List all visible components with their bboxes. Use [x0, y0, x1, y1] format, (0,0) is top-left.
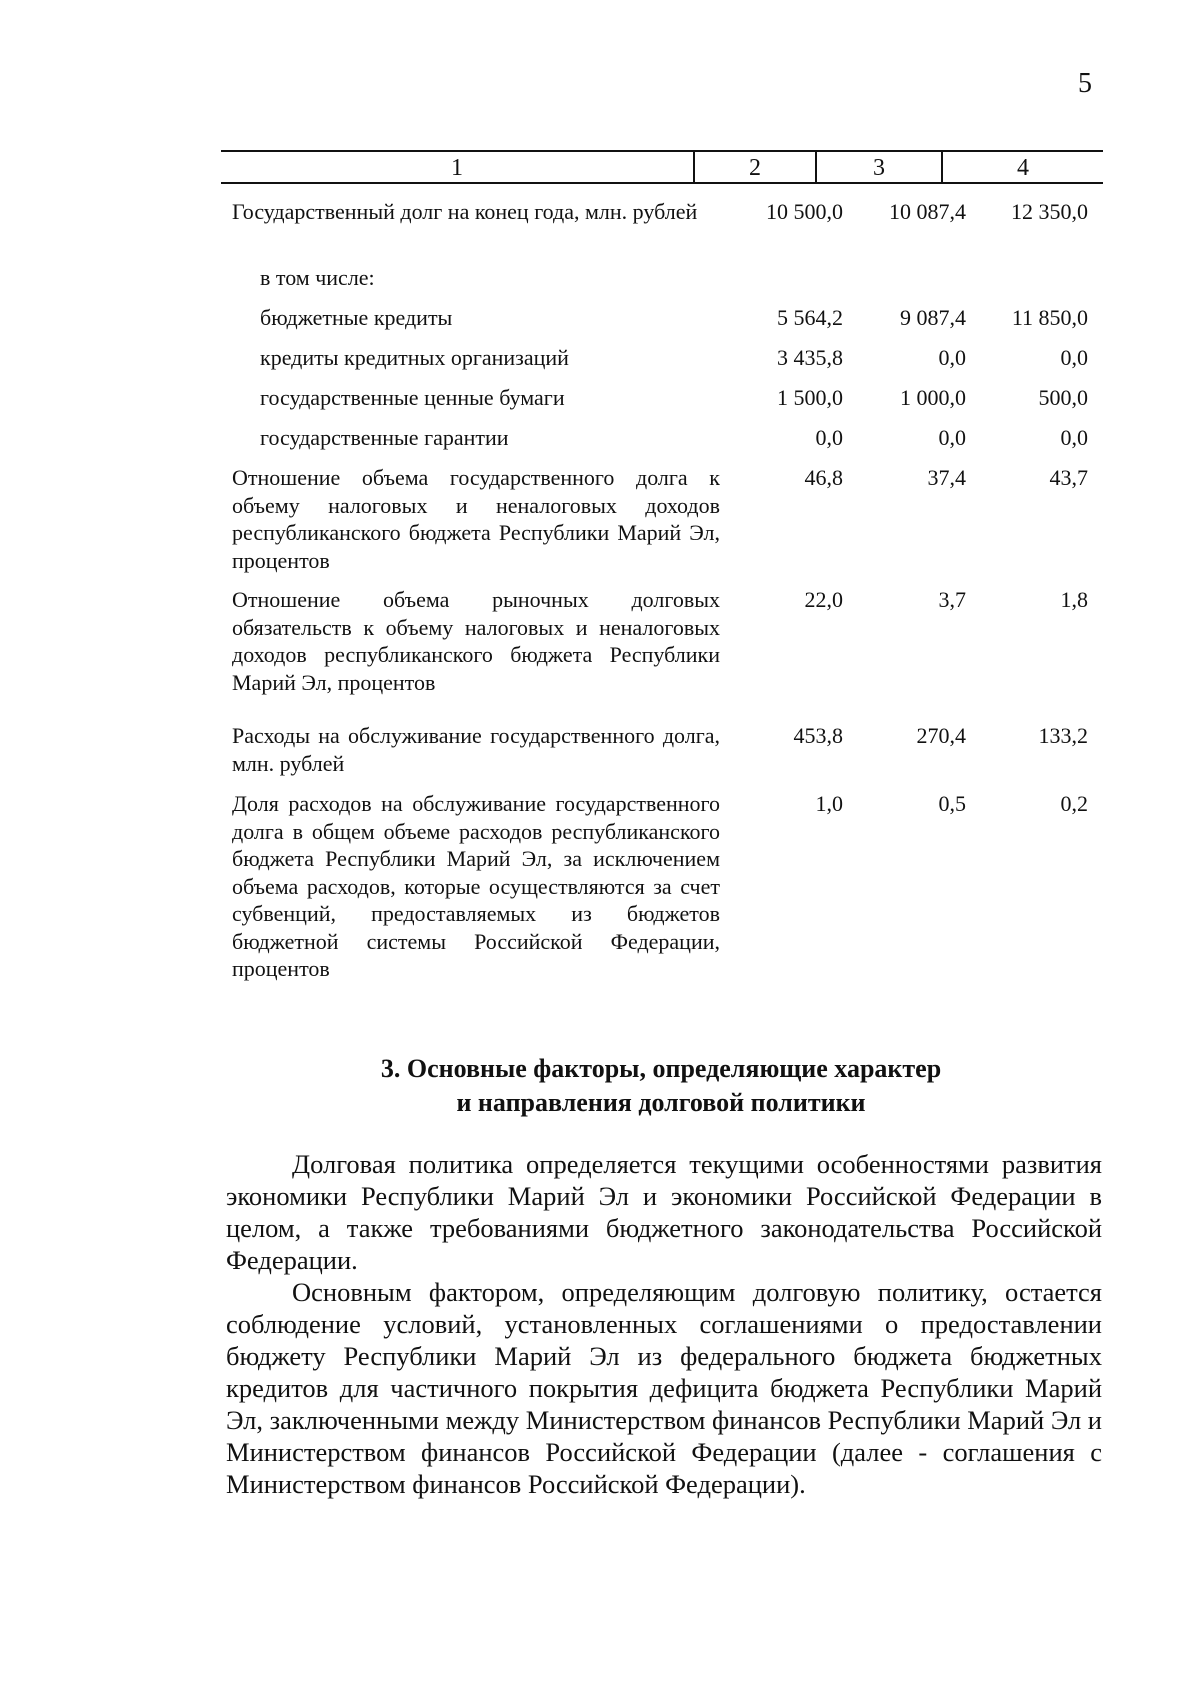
table-row [232, 424, 1100, 464]
row-value-col3: 9 087,4 [900, 305, 966, 330]
table-row [232, 304, 1100, 344]
table-row [232, 344, 1100, 384]
row-value-col4: 0,0 [1060, 345, 1088, 370]
table-row [232, 722, 1100, 790]
row-value-col2: 10 500,0 [766, 199, 843, 224]
row-value-col3: 270,4 [916, 723, 966, 748]
row-value-col2: 0,0 [815, 425, 843, 450]
table-row [232, 586, 1100, 722]
table-row [232, 464, 1100, 586]
table-row [232, 198, 1100, 264]
row-value-col2: 22,0 [804, 587, 843, 612]
section-heading [222, 1052, 1100, 1120]
row-label: Отношение объема государственного долга к объему налоговых и неналоговых доходов республиканского бюджета Республики Марий Эл, процентов [232, 465, 720, 573]
column-header-2: 2 [749, 155, 761, 181]
row-label: Расходы на обслуживание государственного долга, млн. рублей [232, 723, 720, 776]
row-value-col4: 500,0 [1038, 385, 1088, 410]
row-value-col4: 43,7 [1049, 465, 1088, 490]
row-value-col3: 1 000,0 [900, 385, 966, 410]
table-body [232, 198, 1100, 1020]
row-value-col2: 3 435,8 [777, 345, 843, 370]
paragraph: Долговая политика определяется текущими особенностями развития экономики Республики Марий Эл и экономики Российской Федерации в целом, а также требованиями бюджетного законодательства Российской Федерации. [226, 1149, 1102, 1275]
row-label: бюджетные кредиты [260, 305, 453, 330]
table-row [232, 264, 1100, 304]
section-heading-line1: 3. Основные факторы, определяющие характер [380, 1054, 942, 1083]
row-label: в том числе: [260, 265, 375, 290]
row-value-col4: 133,2 [1038, 723, 1088, 748]
row-value-col3: 10 087,4 [889, 199, 966, 224]
column-header-3: 3 [873, 155, 885, 181]
table-row [232, 790, 1100, 1020]
row-value-col3: 0,0 [938, 425, 966, 450]
table-header [221, 150, 1103, 184]
row-value-col4: 11 850,0 [1011, 305, 1088, 330]
row-label: государственные ценные бумаги [260, 385, 565, 410]
row-label: Доля расходов на обслуживание государственного долга в общем объеме расходов республиканского бюджета Республики Марий Эл, за исключением объема расходов, которые осуществляются за счет субвенций, предоставляемых из бюджетов бюджетной системы Российской Федерации, процентов [232, 791, 720, 981]
table-row [232, 384, 1100, 424]
row-label: кредиты кредитных организаций [260, 345, 569, 370]
section-body [226, 1148, 1102, 1500]
row-value-col3: 37,4 [927, 465, 966, 490]
row-value-col2: 1,0 [815, 791, 843, 816]
section-heading-line2: и направления долговой политики [456, 1088, 866, 1117]
paragraph: Основным фактором, определяющим долговую политику, остается соблюдение условий, установленных соглашениями о предоставлении бюджету Республики Марий Эл из федерального бюджета бюджетных кредитов для частичного покрытия дефицита бюджета Республики Марий Эл, заключенными между Министерством финансов Республики Марий Эл и Министерством финансов Российской Федерации (далее - соглашения с Министерством финансов Российской Федерации). [226, 1277, 1102, 1499]
row-value-col2: 453,8 [793, 723, 843, 748]
row-value-col2: 5 564,2 [777, 305, 843, 330]
row-value-col3: 0,5 [938, 791, 966, 816]
row-label: Государственный долг на конец года, млн. рублей [232, 199, 698, 224]
row-value-col4: 0,2 [1060, 791, 1088, 816]
row-value-col3: 0,0 [938, 345, 966, 370]
column-header-1: 1 [451, 155, 463, 181]
row-value-col4: 1,8 [1060, 587, 1088, 612]
row-value-col3: 3,7 [938, 587, 966, 612]
row-value-col2: 1 500,0 [777, 385, 843, 410]
row-label: государственные гарантии [260, 425, 509, 450]
row-value-col4: 0,0 [1060, 425, 1088, 450]
row-value-col2: 46,8 [804, 465, 843, 490]
column-header-4: 4 [1017, 155, 1029, 181]
row-label: Отношение объема рыночных долговых обязательств к объему налоговых и неналоговых доходов республиканского бюджета Республики Марий Эл, процентов [232, 587, 720, 695]
row-value-col4: 12 350,0 [1011, 199, 1088, 224]
page-number: 5 [1078, 68, 1092, 99]
